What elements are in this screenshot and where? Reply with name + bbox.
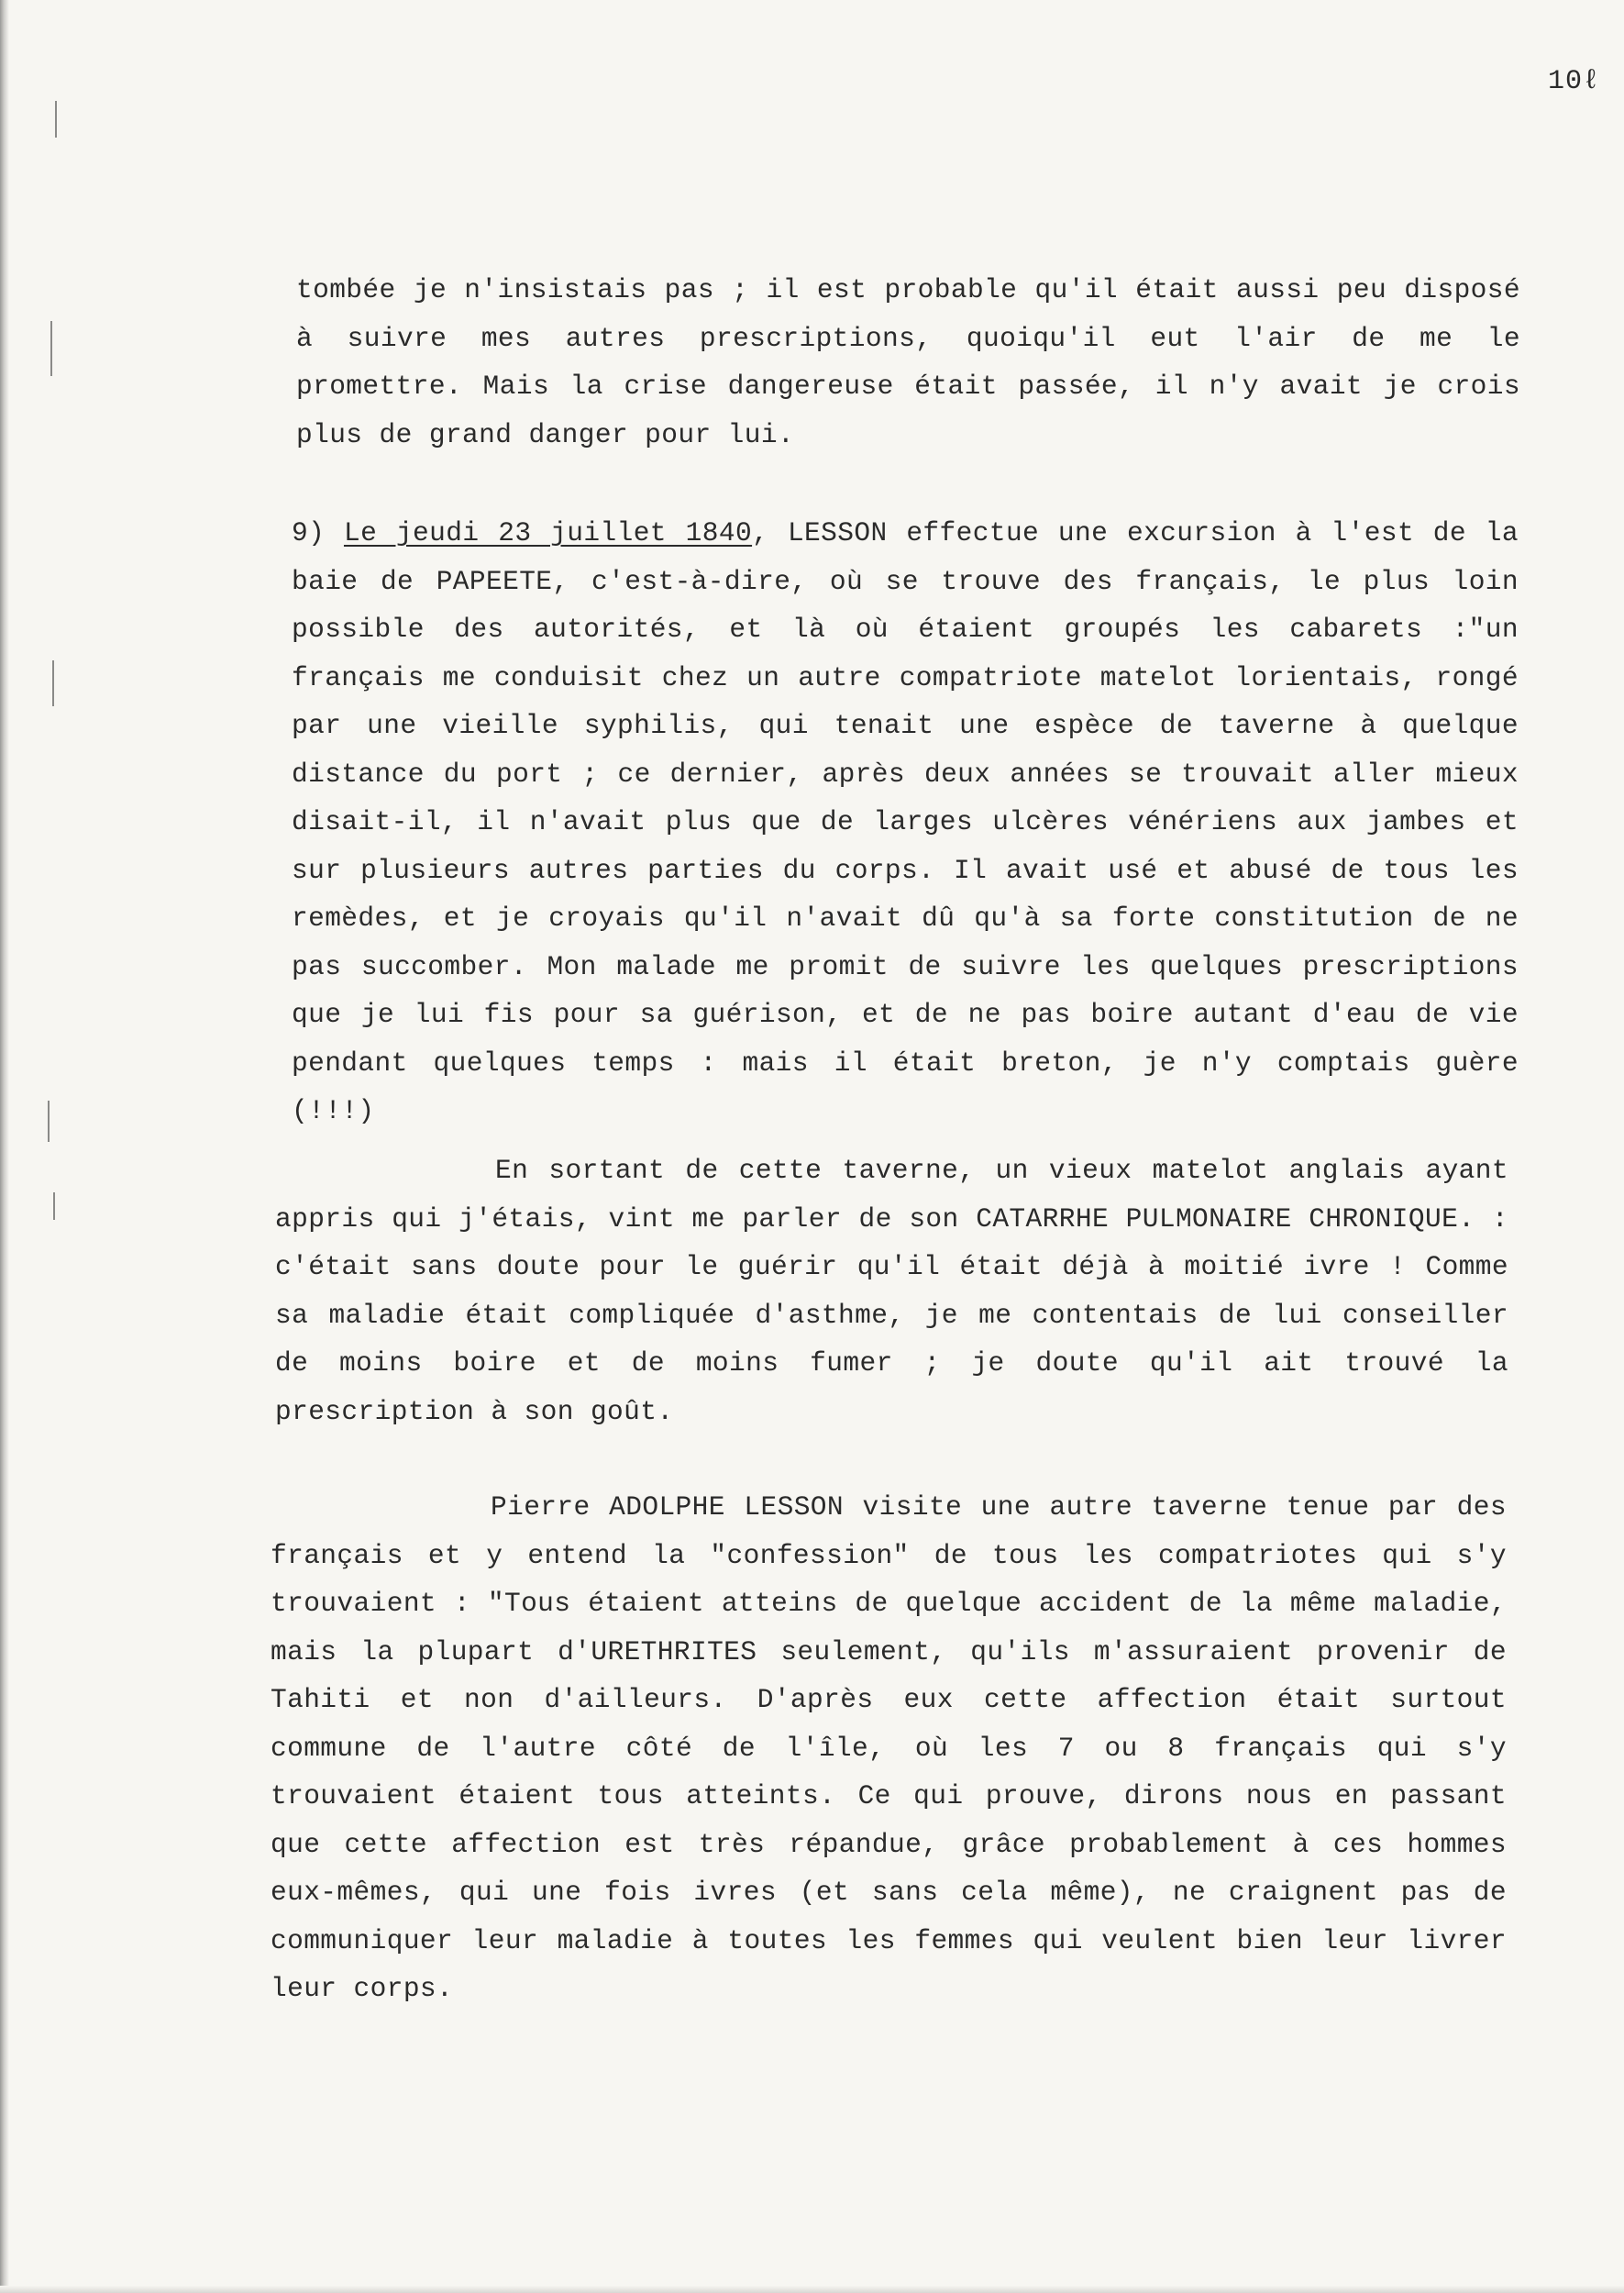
scan-mark (48, 1101, 50, 1142)
paragraph-3 (275, 1146, 1508, 1435)
date-underlined: Le jeudi 23 juillet 1840 (343, 517, 753, 548)
paragraph-2 (292, 509, 1519, 1135)
scan-mark (52, 660, 54, 706)
paragraph-4-body: Pierre ADOLPHE LESSON visite une autre taverne tenue par des français et y entend la "confession" de tous les compatriotes qui s'y trouvaient : "Tous étaient atteins de quelque accident de la même maladie, mais la plupart d'URETHRITES seulement, qu'ils m'assuraient provenir de Tahiti et non d'ailleurs. D'après eux cette affection était surtout commune de l'autre côté de l'île, où les 7 ou 8 français qui s'y trouvaient étaient tous atteints. Ce qui prouve, dirons nous en passant que cette affection est très répandue, grâce probablement à ces hommes eux-mêmes, qui une fois ivres (et sans cela même), ne craignent pas de communiquer leur maladie à toutes les femmes qui veulent bien leur livrer leur corps. (271, 1491, 1507, 2004)
paragraph-2-body: , LESSON effectue une excursion à l'est de la baie de PAPEETE, c'est-à-dire, où se trouve des français, le plus loin possible des autorités, et là où étaient groupés les cabarets :"un français me conduisit chez un autre compatriote matelot lorientais, rongé par une vieille syphilis, qui tenait une espèce de taverne à quelque distance du port ; ce dernier, après deux années se trouvait aller mieux disait-il, il n'avait plus que de larges ulcères vénériens aux jambes et sur plusieurs autres parties du corps. Il avait usé et abusé de tous les remèdes, et je croyais qu'il n'avait dû qu'à sa forte constitution de ne pas succomber. Mon malade me promit de suivre les quelques prescriptions que je lui fis pour sa guérison, et de ne pas boire autant d'eau de vie pendant quelques temps : mais il était breton, je n'y comptais guère (!!!) (292, 517, 1519, 1126)
scan-mark (50, 321, 52, 376)
item-number: 9) (292, 517, 344, 548)
scan-bottom-edge (0, 2286, 1624, 2293)
paragraph-1: tombée je n'insistais pas ; il est probable qu'il était aussi peu disposé à suivre mes autres prescriptions, quoiqu'il eut l'air de me le promettre. Mais la crise dangereuse était passée, il n'y avait je crois plus de grand danger pour lui. (296, 274, 1520, 450)
scan-mark (53, 1192, 55, 1220)
paragraph-3-body: En sortant de cette taverne, un vieux matelot anglais ayant appris qui j'étais, vint me parler de son CATARRHE PULMONAIRE CHRONIQUE. : c'était sans doute pour le guérir qu'il était déjà à moitié ivre ! Comme sa maladie était compliquée d'asthme, je me contentais de lui conseiller de moins boire et de moins fumer ; je doute qu'il ait trouvé la prescription à son goût. (275, 1155, 1508, 1427)
scan-left-edge (0, 0, 9, 2293)
scan-mark (55, 101, 57, 138)
paragraph-4 (271, 1483, 1507, 2013)
page-number: 10ℓ (1548, 66, 1601, 97)
